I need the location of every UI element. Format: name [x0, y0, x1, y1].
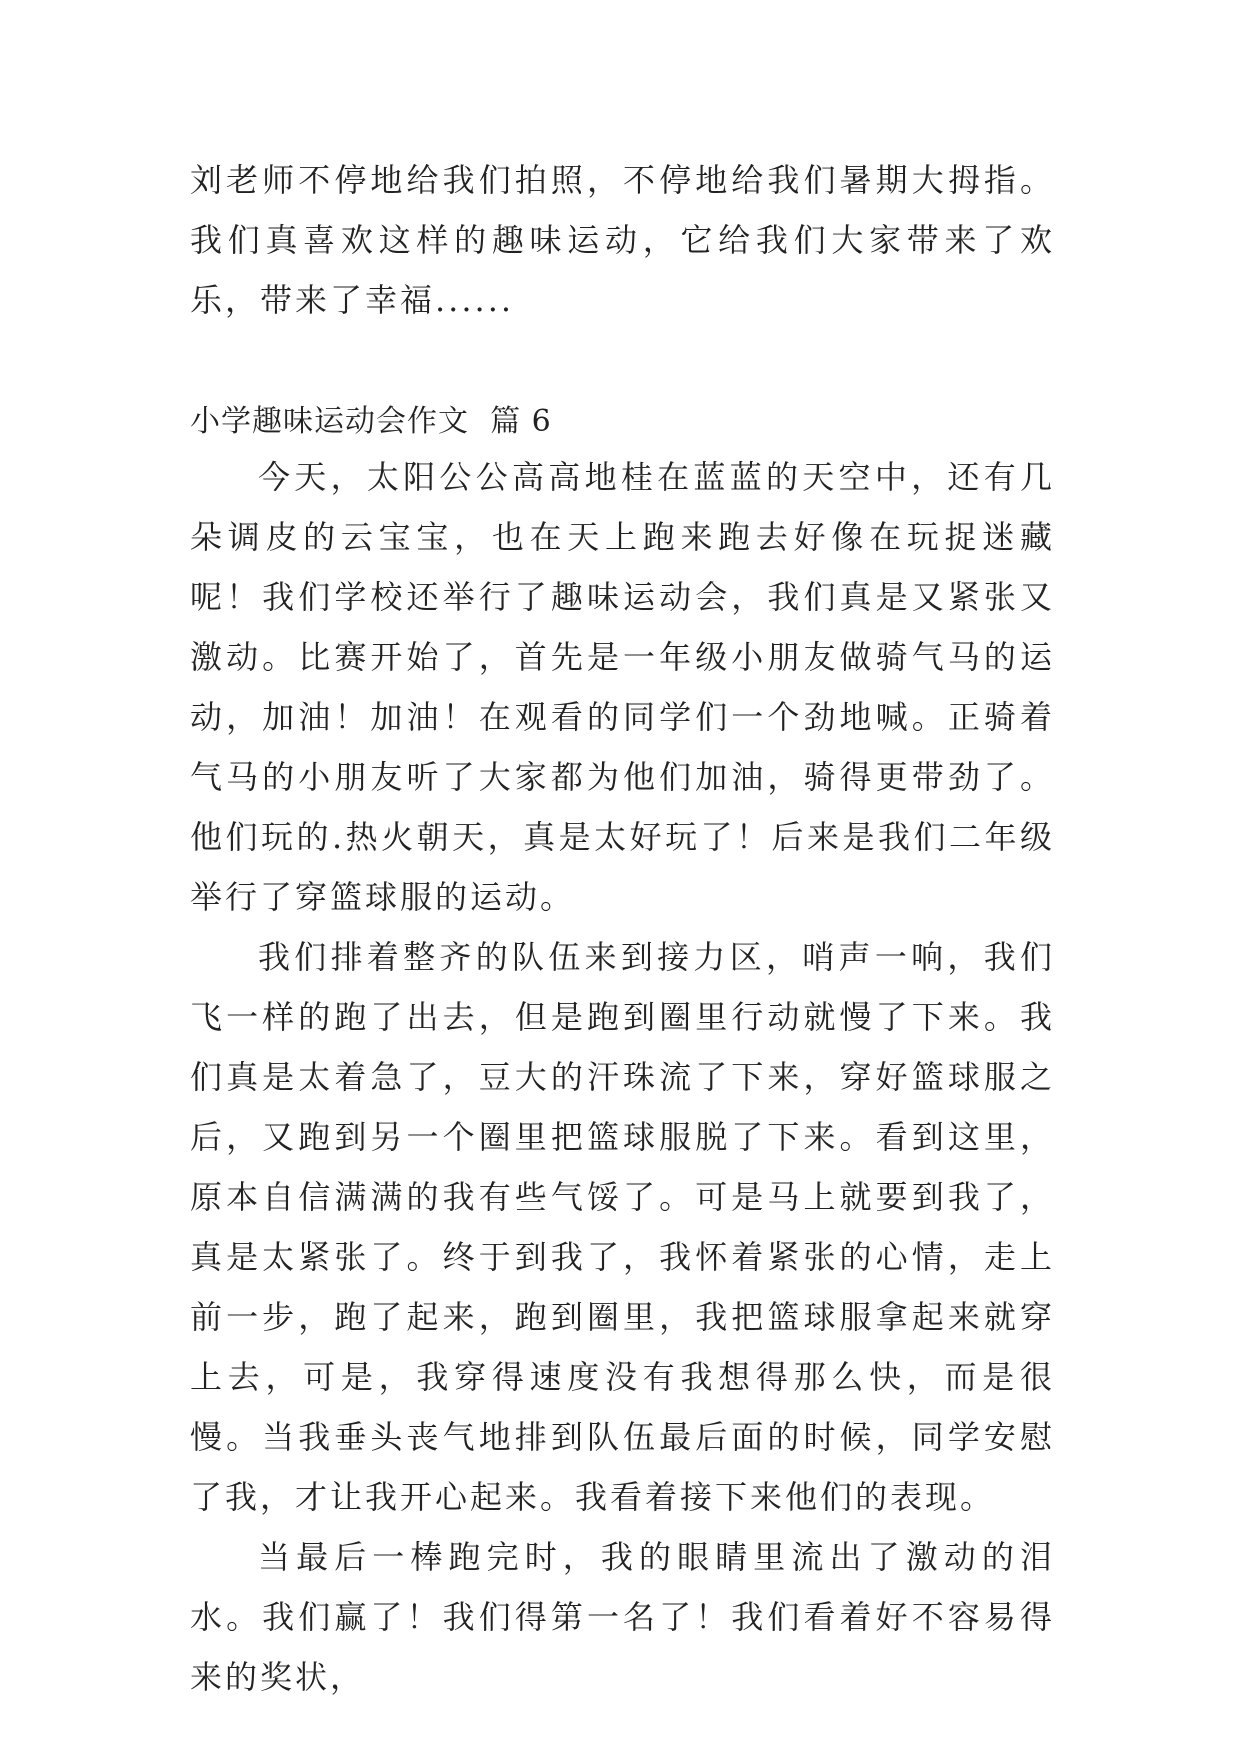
body-text-block	[190, 447, 1055, 1707]
body-paragraph-2: 我们排着整齐的队伍来到接力区，哨声一响，我们飞一样的跑了出去，但是跑到圈里行动就慢了下来。我们真是太着急了，豆大的汗珠流了下来，穿好篮球服之后，又跑到另一个圈里把篮球服脱了下来。看到这里，原本自信满满的我有些气馁了。可是马上就要到我了，真是太紧张了。终于到我了，我怀着紧张的心情，走上前一步，跑了起来，跑到圈里，我把篮球服拿起来就穿上去，可是，我穿得速度没有我想得那么快，而是很慢。当我垂头丧气地排到队伍最后面的时候，同学安慰了我，才让我开心起来。我看着接下来他们的表现。	[190, 938, 1055, 1516]
intro-paragraph: 刘老师不停地给我们拍照，不停地给我们暑期大拇指。我们真喜欢这样的趣味运动，它给我们大家带来了欢乐，带来了幸福......	[190, 161, 1055, 319]
body-paragraph-1: 今天，太阳公公高高地桂在蓝蓝的天空中，还有几朵调皮的云宝宝，也在天上跑来跑去好像在玩捉迷藏呢！我们学校还举行了趣味运动会，我们真是又紧张又激动。比赛开始了，首先是一年级小朋友做骑气马的运动，加油！加油！在观看的同学们一个劲地喊。正骑着气马的小朋友听了大家都为他们加油，骑得更带劲了。他们玩的.热火朝天，真是太好玩了！后来是我们二年级举行了穿篮球服的运动。	[190, 458, 1055, 916]
intro-text-block	[190, 150, 1055, 330]
body-paragraph-3: 当最后一棒跑完时，我的眼睛里流出了激动的泪水。我们赢了！我们得第一名了！我们看着好不容易得来的奖状，	[190, 1538, 1055, 1696]
section-title: 小学趣味运动会作文 篇 6	[190, 404, 552, 439]
